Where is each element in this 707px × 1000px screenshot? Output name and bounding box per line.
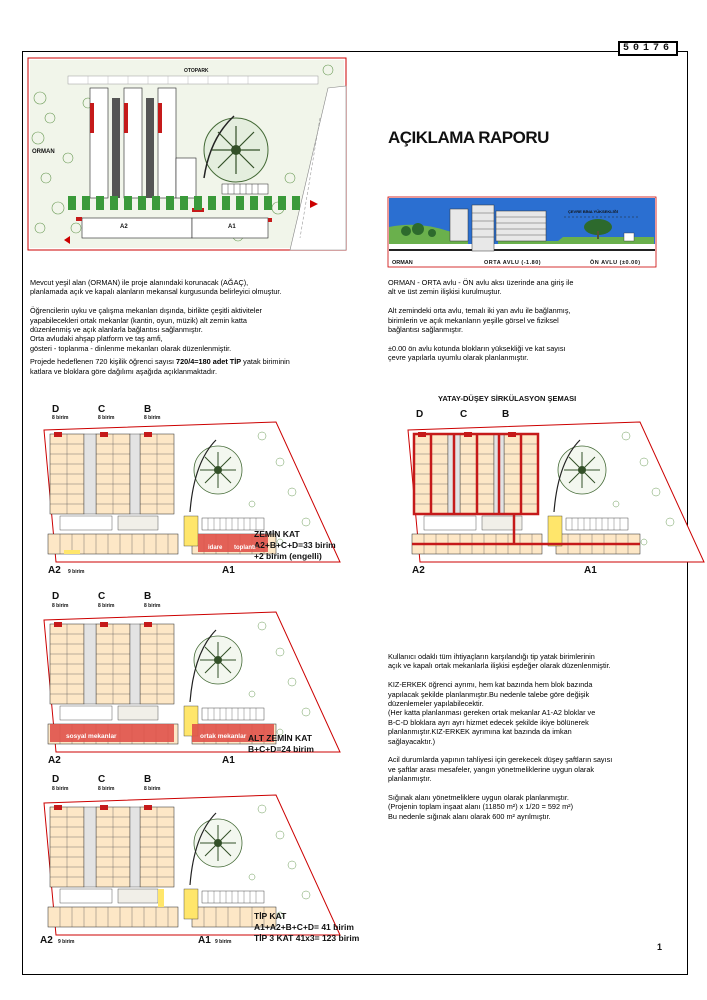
sheet-code: 50176 <box>618 41 678 56</box>
wing-label-a1: A1 <box>222 755 235 766</box>
page-title: AÇIKLAMA RAPORU <box>388 128 549 147</box>
block-label-b: B <box>144 774 152 785</box>
block-label-d: D <box>52 774 60 785</box>
text-line: Alt zemindeki orta avlu, temalı iki yan avlu ile bağlanmış, <box>388 306 571 316</box>
text-line: düzenlenmiş ve açık alanlarla bağlantısı sağlanmıştır. <box>30 325 203 335</box>
text-line: yatak biriminin <box>241 357 290 367</box>
text-line: ORMAN - ORTA avlu - ÖN avlu aksı üzerinde ana giriş ile <box>388 278 574 287</box>
page-number: 1 <box>657 942 663 952</box>
right-description-top <box>388 278 678 363</box>
block-label-c: C <box>98 774 106 785</box>
block-label-b: B <box>144 591 152 602</box>
text-line: açık ve kapalı ortak mekanlarla ilişkisi eşdeğer olarak düzenlenmiştir. <box>388 661 611 671</box>
floor-name-alt-zemin: ALT ZEMİN KAT <box>248 733 312 743</box>
block-label-c: C <box>460 409 468 420</box>
floor-units-zemin: A2+B+C+D=33 birim <box>254 540 336 550</box>
wing-label-a2: A2 <box>48 755 61 766</box>
block-units-d: 8 birim <box>52 603 69 609</box>
text-line: çevre yapılarla uyumlu olarak planlanmıştır. <box>388 353 529 363</box>
text-line: Öğrencilerin uyku ve çalışma mekanları dışında, birlikte çeşitli aktiviteler <box>30 306 262 316</box>
block-units-b: 8 birim <box>144 603 161 609</box>
block-label-d: D <box>416 409 424 420</box>
floor-name-zemin: ZEMİN KAT <box>254 529 300 539</box>
section-caption: ÇEVRE BİNA YÜKSEKLİĞİ <box>568 209 619 214</box>
block-label-c: C <box>98 404 106 415</box>
floor-units-tip-total: TİP 3 KAT 41x3= 123 birim <box>254 933 360 943</box>
text-line: planlanmıştır. <box>388 774 432 784</box>
text-line: (Her katta planlanması gereken ortak mekanlar A1-A2 bloklar ve <box>388 708 596 718</box>
wing-units-a1: 9 birim <box>215 939 232 945</box>
wing-label-a2: A2 <box>412 565 425 576</box>
text-line: alt ve üst zemin ilişkisi kurulmuştur. <box>388 287 502 297</box>
text-line: Mevcut yeşil alan (ORMAN) ile proje alanındaki korunacak (AĞAÇ), <box>30 278 249 287</box>
site-label-orman: ORMAN <box>32 149 55 155</box>
text-line: ve şaftlar arası mesafeler, yangın yönetmeliklerine uygun olarak <box>388 764 595 774</box>
site-label-otopark: OTOPARK <box>184 68 209 74</box>
text-line: Orta avludaki ahşap platform ve taş amfi, <box>30 334 163 344</box>
text-line: katlara ve bloklara göre dağılımı aşağıda açıklanmaktadır. <box>30 366 217 376</box>
section-drawing <box>388 197 656 267</box>
block-label-b: B <box>502 409 510 420</box>
floor-units-engelli: +2 birim (engelli) <box>254 551 322 561</box>
wing-label-a2: A2 <box>40 935 53 946</box>
text-line: KIZ-ERKEK öğrenci ayrımı, hem kat bazında hem blok bazında <box>388 680 593 690</box>
block-label-d: D <box>52 591 60 602</box>
text-line: Sığınak alanı yönetmeliklere uygun olarak planlanmıştır. <box>388 793 569 803</box>
section-label-orman: ORMAN <box>392 260 413 266</box>
wing-label-a2: A2 <box>48 565 61 576</box>
site-label-a2: A2 <box>120 224 128 230</box>
section-label-on-avlu: ÖN AVLU (±0.00) <box>590 260 641 266</box>
left-description <box>30 278 370 376</box>
block-units-b: 8 birim <box>144 786 161 792</box>
text-line: düzenlemeler yapılabilecektir. <box>388 699 484 709</box>
block-units-c: 8 birim <box>98 786 115 792</box>
text-line: Bu nedenle sığınak alanı olarak 600 m² ayrılmıştır. <box>388 811 551 821</box>
wing-units-a2: 9 birim <box>58 939 75 945</box>
text-line: B-C-D bloklara ayrı ayrı hizmet edecek şekilde ikiye bölünerek <box>388 717 589 727</box>
floor-units-alt-zemin: B+C+D=24 birim <box>248 744 314 754</box>
circulation-title: YATAY-DÜŞEY SİRKÜLASYON ŞEMASI <box>438 394 577 403</box>
floor-plan-tip <box>40 795 350 940</box>
room-sosyal: sosyal mekanlar <box>66 733 117 740</box>
text-line: planlanmıştır.KIZ-ERKEK ayrımına kat bazında da imkan <box>388 727 572 737</box>
text-line: bağlantısı sağlanmıştır. <box>388 325 464 335</box>
text-line: sağlayacaktır.) <box>388 736 436 746</box>
site-label-a1: A1 <box>228 224 236 230</box>
block-units-d: 8 birim <box>52 415 69 421</box>
text-line: Acil durumlarda yapının tahliyesi için gerekecek düşey şaftların sayısı <box>388 755 613 765</box>
room-toplanti: toplantı <box>234 545 256 551</box>
text-line: Projede hedeflenen 720 kişilik öğrenci sayısı <box>30 357 177 367</box>
block-units-b: 8 birim <box>144 415 161 421</box>
block-label-d: D <box>52 404 60 415</box>
wing-label-a1: A1 <box>584 565 597 576</box>
block-units-d: 8 birim <box>52 786 69 792</box>
text-line: gösteri - toplanma - dinlenme mekanları olarak düzenlenmiştir. <box>30 343 232 353</box>
text-line: Kullanıcı odaklı tüm ihtiyaçların karşılandığı tip yatak birimlerinin <box>388 652 595 661</box>
room-ortak: ortak mekanlar <box>200 733 247 740</box>
text-line: ±0.00 ön avlu kotunda blokların yüksekliği ve kat sayısı <box>388 343 566 353</box>
text-line: yapılacak şekilde planlanmıştır.Bu nedenle talebe göre değişik <box>388 689 590 699</box>
wing-label-a1: A1 <box>222 565 235 576</box>
wing-units-a2: 9 birim <box>68 569 85 575</box>
block-label-b: B <box>144 404 152 415</box>
text-line: yapabilecekleri ortak mekanlar (kantin, oyun, müzik) alt zemin katta <box>30 315 247 325</box>
text-line: (Projenin toplam inşaat alanı (11850 m²) x 1/20 = 592 m²) <box>388 802 574 812</box>
block-label-c: C <box>98 591 106 602</box>
block-units-c: 8 birim <box>98 603 115 609</box>
floor-name-tip: TİP KAT <box>254 911 287 921</box>
block-units-c: 8 birim <box>98 415 115 421</box>
text-emphasis: 720/4=180 adet TİP <box>176 357 242 367</box>
section-label-orta-avlu: ORTA AVLU (-1.80) <box>484 260 542 266</box>
site-plan <box>28 58 346 250</box>
room-idare: idare <box>208 545 223 551</box>
right-description-bottom <box>388 652 683 821</box>
text-line: birimlerin ve açık mekanların yeşille görsel ve fiziksel <box>388 315 559 325</box>
text-line: planlamada açık ve kapalı alanların mekansal kurgusunda belirleyici olmuştur. <box>30 287 282 297</box>
wing-label-a1: A1 <box>198 935 211 946</box>
floor-units-tip: A1+A2+B+C+D= 41 birim <box>254 922 354 932</box>
floor-plan-circulation <box>404 422 707 567</box>
